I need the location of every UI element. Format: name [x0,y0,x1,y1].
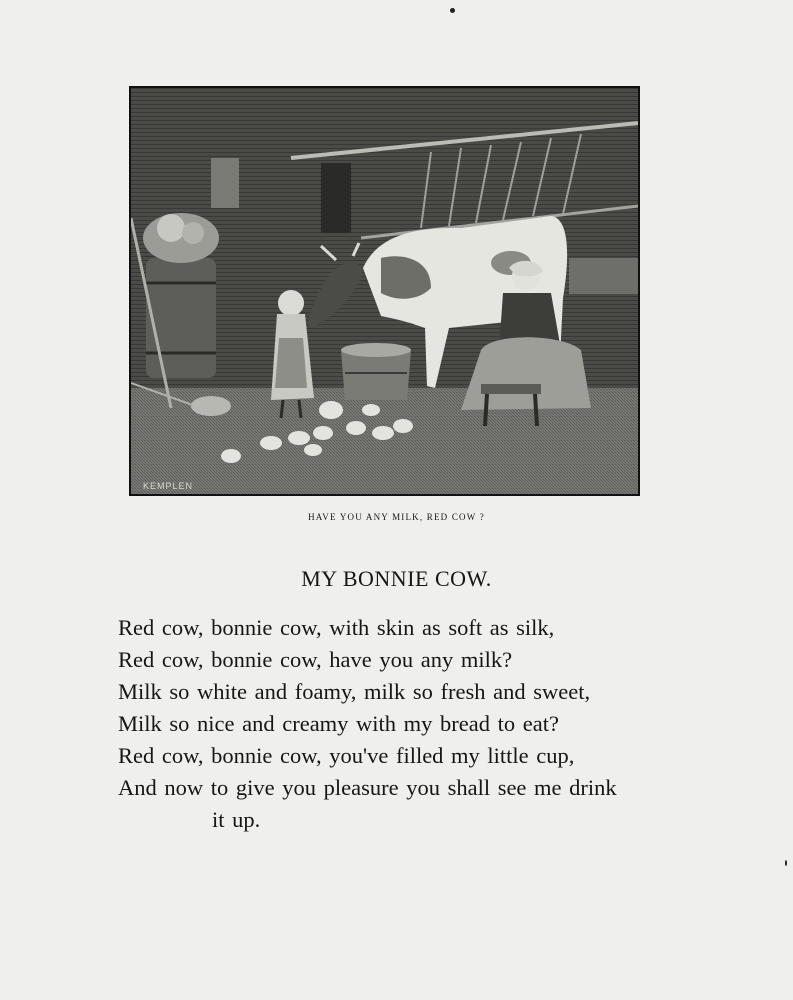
artist-signature: KEMPLEN [143,481,194,491]
poem-line: Red cow, bonnie cow, with skin as soft as silk, [118,615,555,640]
poem-body [118,612,758,836]
poem-line: Milk so white and foamy, milk so fresh and sweet, [118,679,591,704]
ink-speck [450,8,455,13]
barn-window [211,158,239,208]
barrel [143,213,219,378]
milk-bucket [341,343,411,400]
poem-line: Milk so nice and creamy with my bread to eat? [118,711,559,736]
engraving-artwork [131,88,638,494]
ink-speck [785,860,787,866]
illustration-engraving [129,86,640,496]
poem-line: And now to give you pleasure you shall see me drink [118,775,617,800]
poem-line: Red cow, bonnie cow, have you any milk? [118,647,513,672]
poem-line-continuation: it up. [212,807,261,832]
poem-line: Red cow, bonnie cow, you've filled my little cup, [118,743,575,768]
illustration-caption: HAVE YOU ANY MILK, RED COW ? [308,512,485,522]
barn-door [321,163,351,233]
poem-title: MY BONNIE COW. [301,566,492,591]
